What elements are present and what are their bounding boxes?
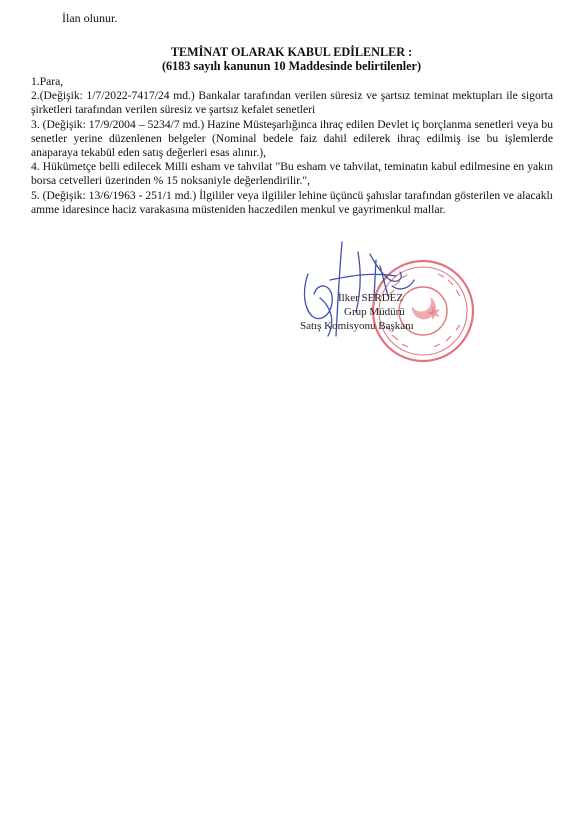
signature-block <box>300 236 470 371</box>
collateral-list <box>31 75 553 217</box>
intro-text: İlan olunur. <box>62 11 118 25</box>
signatory-role: Satış Komisyonu Başkanı <box>300 320 414 332</box>
signatory-name: İlker SERDEZ <box>338 292 404 304</box>
signatory-title: Grup Müdürü <box>344 306 405 318</box>
list-item-5: 5. (Değişik: 13/6/1963 - 251/1 md.) İlgililer veya ilgililer lehine üçüncü şahıslar tarafından gösterilen ve alacaklı amme idaresince haciz varakasına müsteniden haczedilen menkul ve gayrimenkul mallar. <box>31 188 553 216</box>
list-item-3: 3. (Değişik: 17/9/2004 – 5234/7 md.) Hazine Müsteşarlığınca ihraç edilen Devlet iç borçlanma senetleri veya bu senetler yerine düzenlenen belgeler (Nominal bedele faiz dahil edilerek ihraç edilmiş ise bu işlemlerde anaparaya tekabül eden satış değerleri esas alınır.), <box>31 117 553 160</box>
list-item-1: 1.Para, <box>31 75 64 88</box>
list-item-2: 2.(Değişik: 1/7/2022-7417/24 md.) Bankalar tarafından verilen süresiz ve şartsız teminat mektupları ile sigorta şirketleri tarafından verilen süresiz ve şartsız kefalet senetleri <box>31 89 553 117</box>
section-subheading: (6183 sayılı kanunun 10 Maddesinde belirtilenler) <box>161 59 421 73</box>
section-heading: TEMİNAT OLARAK KABUL EDİLENLER : <box>170 45 413 59</box>
list-item-4: 4. Hükümetçe belli edilecek Milli esham ve tahvilat "Bu esham ve tahvilat, teminatın kabul edilmesine en yakın borsa cetvelleri üzerinden % 15 noksaniyle değerlendirilir.", <box>31 160 553 188</box>
signatory-details <box>300 291 470 333</box>
